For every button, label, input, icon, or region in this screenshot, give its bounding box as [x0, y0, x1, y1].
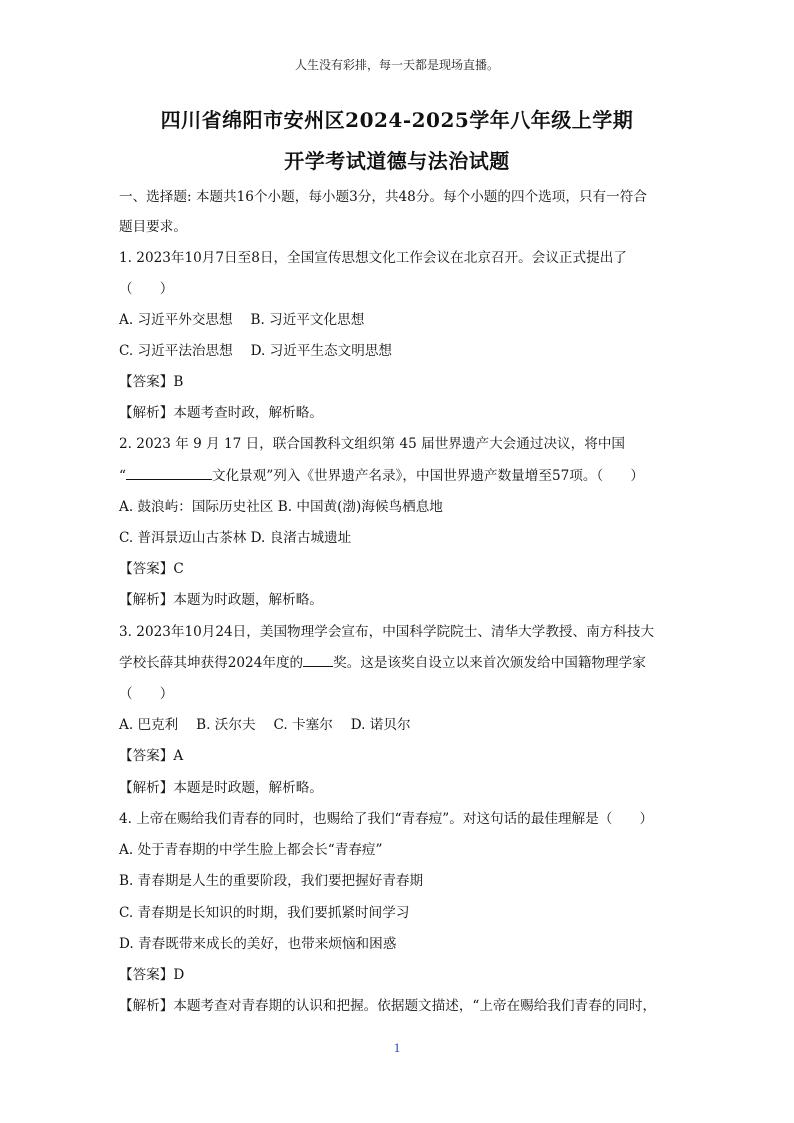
q4-option-a: A. 处于青春期的中学生脸上都会长“青春痘” — [119, 842, 383, 858]
q3-stem-1: 3. 2023年10月24日，美国物理学会宣布，中国科学院院士、清华大学教授、南方科技大 — [119, 624, 655, 640]
q1-options-2: C. 习近平法治思想 D. 习近平生态文明思想 — [119, 343, 393, 359]
document-title-line-2: 开学考试道德与法治试题 — [284, 149, 510, 173]
q2-fill-blank — [126, 466, 212, 480]
q2-stem-2 — [119, 466, 644, 486]
q1-options-1: A. 习近平外交思想 B. 习近平文化思想 — [119, 312, 365, 328]
q1-answer: 【答案】B — [119, 374, 184, 390]
page-header: 人生没有彩排，每一天都是现场直播。 — [294, 58, 499, 72]
q3-options: A. 巴克利 B. 沃尔夫 C. 卡塞尔 D. 诺贝尔 — [119, 717, 411, 733]
q2-stem-2-text: 文化景观”列入《世界遗产名录》，中国世界遗产数量增至57项。（ ） — [211, 468, 645, 484]
document-title-line-1: 四川省绵阳市安州区2024-2025学年八年级上学期 — [160, 108, 634, 132]
q1-stem-2: （ ） — [119, 281, 174, 297]
section-instructions-2: 题目要求。 — [119, 219, 187, 235]
q3-fill-blank — [303, 653, 333, 667]
q2-options-2: C. 普洱景迈山古茶林 D. 良渚古城遗址 — [119, 530, 352, 546]
q3-stem-2 — [119, 653, 646, 673]
q4-option-d: D. 青春既带来成长的美好，也带来烦恼和困惑 — [119, 936, 397, 952]
q3-stem-3: （ ） — [119, 686, 174, 702]
section-instructions-1: 一、选择题: 本题共16个小题，每小题3分，共48分。每个小题的四个选项，只有一符合 — [119, 189, 647, 205]
q4-analysis: 【解析】本题考查对青春期的认识和把握。依据题文描述，“上帝在赐给我们青春的同时， — [119, 998, 657, 1014]
q2-analysis: 【解析】本题为时政题，解析略。 — [119, 592, 323, 608]
q4-answer: 【答案】D — [119, 967, 185, 983]
q2-stem-1: 2. 2023 年 9 月 17 日，联合国教科文组织第 45 届世界遗产大会通过决议，将中国 — [119, 436, 625, 452]
q3-stem-2-text-b: 奖。这是该奖自设立以来首次颁发给中国籍物理学家 — [333, 655, 646, 671]
q2-open-quote: “ — [119, 468, 126, 484]
q1-stem-1: 1. 2023年10月7日至8日，全国宣传思想文化工作会议在北京召开。会议正式提出了 — [119, 250, 627, 266]
q4-option-b: B. 青春期是人生的重要阶段，我们要把握好青春期 — [119, 873, 424, 889]
q4-option-c: C. 青春期是长知识的时期，我们要抓紧时间学习 — [119, 905, 410, 921]
q3-stem-2-text-a: 学校长薛其坤获得2024年度的 — [119, 655, 304, 671]
q3-answer: 【答案】A — [119, 748, 184, 764]
q1-analysis: 【解析】本题考查时政，解析略。 — [119, 405, 323, 421]
q3-analysis: 【解析】本题是时政题，解析略。 — [119, 780, 323, 796]
q2-answer: 【答案】C — [119, 561, 184, 577]
q2-options-1: A. 鼓浪屿：国际历史社区 B. 中国黄(渤)海候鸟栖息地 — [119, 499, 443, 515]
page-number: 1 — [393, 1040, 401, 1055]
q4-stem: 4. 上帝在赐给我们青春的同时，也赐给了我们“青春痘”。对这句话的最佳理解是（ ） — [119, 811, 654, 827]
